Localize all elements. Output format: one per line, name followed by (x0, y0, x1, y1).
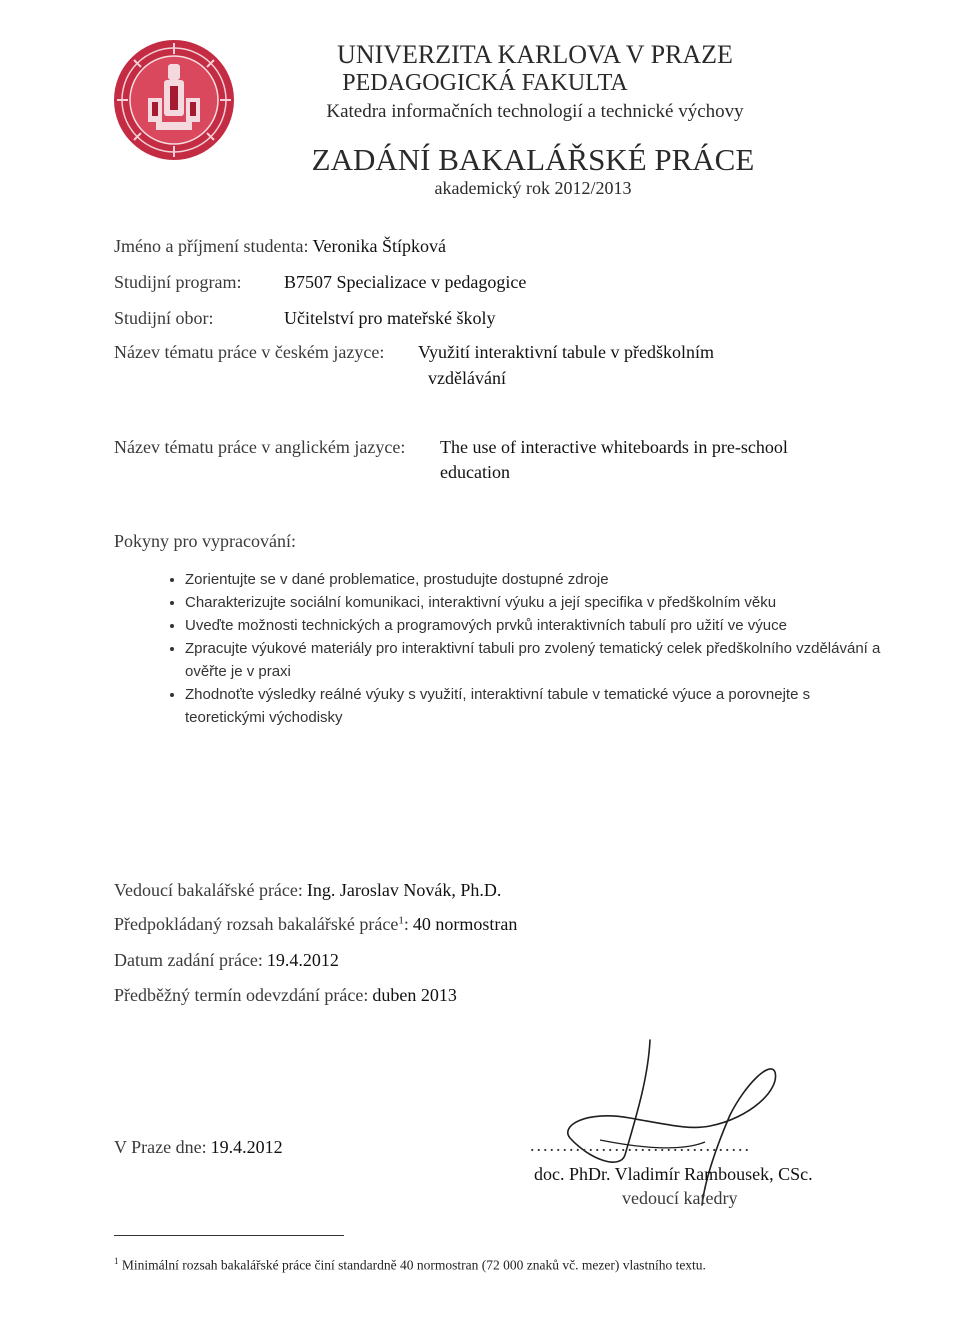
topic-cz-line2: vzdělávání (428, 368, 506, 388)
university-name: UNIVERZITA KARLOVA V PRAZE (337, 40, 733, 69)
department-name: Katedra informačních technologií a technické výchovy (326, 101, 744, 122)
instruction-item: • Uveďte možnosti technických a programových prvků interaktivních tabulí pro užití ve výuce (185, 614, 885, 637)
signatory-role: vedoucí katedry (622, 1188, 738, 1208)
scope-value: 40 normostran (412, 914, 518, 934)
topic-cz-label: Název tématu práce v českém jazyce: (114, 342, 385, 362)
scope-row (114, 914, 517, 935)
student-row (114, 236, 446, 257)
supervisor-value: Ing. Jaroslav Novák, Ph.D. (306, 880, 502, 900)
topic-en-line1: The use of interactive whiteboards in pre-school (440, 437, 788, 457)
program-label: Studijní program: (114, 272, 242, 292)
deadline-value: duben 2013 (372, 985, 457, 1005)
document-title: ZADÁNÍ BAKALÁŘSKÉ PRÁCE (311, 142, 755, 177)
topic-en-label: Název tématu práce v anglickém jazyce: (114, 437, 406, 457)
program-value: B7507 Specializace v pedagogice (284, 272, 527, 292)
student-value: Veronika Štípková (312, 236, 446, 256)
instruction-item: • Zpracujte výukové materiály pro interaktivní tabuli pro zvolený tematický celek předškolního vzdělávání a ověřte je v praxi (185, 637, 885, 683)
footnote-text: Minimální rozsah bakalářské práce činí standardně 40 normostran (72 000 znaků vč. mezer) vlastního textu. (121, 1257, 706, 1273)
academic-year: akademický rok 2012/2013 (434, 178, 632, 198)
field-label: Studijní obor: (114, 308, 214, 328)
scope-label: Předpokládaný rozsah bakalářské práce (114, 914, 399, 934)
footnote-mark: 1 (114, 1256, 119, 1266)
instructions-label: Pokyny pro vypracování: (114, 531, 296, 551)
topic-en-line2: education (440, 462, 510, 482)
assigned-row (114, 950, 339, 971)
supervisor-row (114, 880, 501, 901)
instruction-item: • Charakterizujte sociální komunikaci, interaktivní výuku a její specifika v předškolním věku (185, 591, 885, 614)
topic-cz-line1: Využití interaktivní tabule v předškolním (418, 342, 714, 362)
footnote (114, 1256, 706, 1274)
place-date-row (114, 1137, 283, 1158)
scope-colon: : (403, 914, 409, 934)
footnote-divider (114, 1235, 344, 1236)
place-date-value: 19.4.2012 (210, 1137, 283, 1157)
scope-footnote-mark: 1 (398, 914, 404, 927)
instructions-list (152, 568, 885, 729)
place-date-label: V Praze dne: (114, 1137, 207, 1157)
signature-line: .................................. (530, 1135, 751, 1155)
field-value: Učitelství pro mateřské školy (284, 308, 496, 328)
assigned-label: Datum zadání práce: (114, 950, 263, 970)
supervisor-label: Vedoucí bakalářské práce: (114, 880, 303, 900)
instruction-item: • Zorientujte se v dané problematice, prostudujte dostupné zdroje (185, 568, 885, 591)
signatory-name: doc. PhDr. Vladimír Rambousek, CSc. (534, 1164, 813, 1184)
deadline-row (114, 985, 457, 1006)
assigned-value: 19.4.2012 (266, 950, 339, 970)
deadline-label: Předběžný termín odevzdání práce: (114, 985, 369, 1005)
instruction-item: • Zhodnoťte výsledky reálné výuky s využití, interaktivní tabule v tematické výuce a porovnejte s teoretickými východisky (185, 683, 885, 729)
faculty-name: PEDAGOGICKÁ FAKULTA (342, 70, 628, 96)
student-label: Jméno a příjmení studenta: (114, 236, 309, 256)
